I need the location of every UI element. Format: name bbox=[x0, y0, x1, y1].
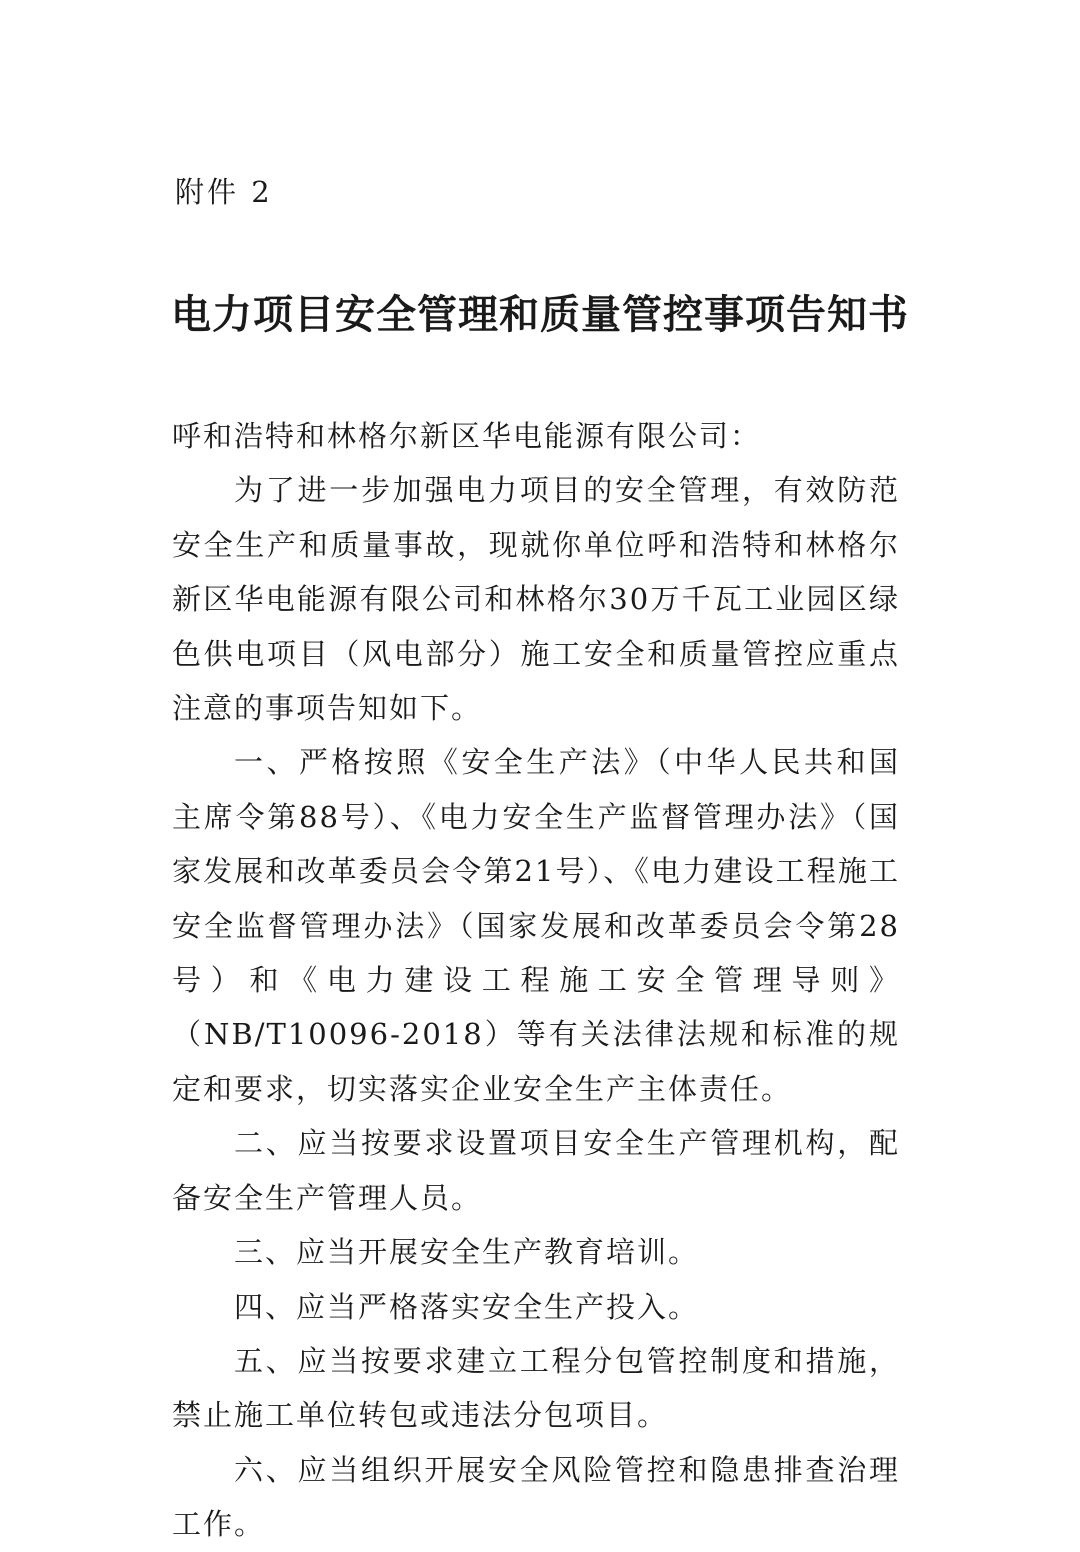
paragraph-item-1: 一、严格按照《安全生产法》（中华人民共和国主席令第88号）、《电力安全生产监督管理办法》（国家发展和改革委员会令第21号）、《电力建设工程施工安全监督管理办法》（国家发展和改革委员会令第28号）和《电力建设工程施工安全管理导则》（NB/T10096-2018）等有关法律法规和标准的规定和要求，切实落实企业安全生产主体责任。 bbox=[172, 745, 900, 1106]
paragraph-item-3: 三、应当开展安全生产教育培训。 bbox=[234, 1235, 700, 1270]
paragraph-intro: 为了进一步加强电力项目的安全管理，有效防范安全生产和质量事故，现就你单位呼和浩特和林格尔新区华电能源有限公司和林格尔30万千瓦工业园区绿色供电项目（风电部分）施工安全和质量管控应重点注意的事项告知如下。 bbox=[172, 473, 900, 726]
paragraph-item-6: 六、应当组织开展安全风险管控和隐患排查治理工作。 bbox=[172, 1452, 900, 1542]
document-title: 电力项目安全管理和质量管控事项告知书 bbox=[171, 292, 909, 338]
paragraph-item-2: 二、应当按要求设置项目安全生产管理机构，配备安全生产管理人员。 bbox=[172, 1126, 900, 1215]
paragraph-item-4: 四、应当严格落实安全生产投入。 bbox=[234, 1289, 700, 1324]
paragraph-item-5: 五、应当按要求建立工程分包管控制度和措施，禁止施工单位转包或违法分包项目。 bbox=[172, 1343, 900, 1433]
document-body bbox=[172, 409, 900, 1552]
attachment-label: 附件 2 bbox=[175, 175, 273, 209]
addressee: 呼和浩特和林格尔新区华电能源有限公司： bbox=[172, 419, 762, 453]
